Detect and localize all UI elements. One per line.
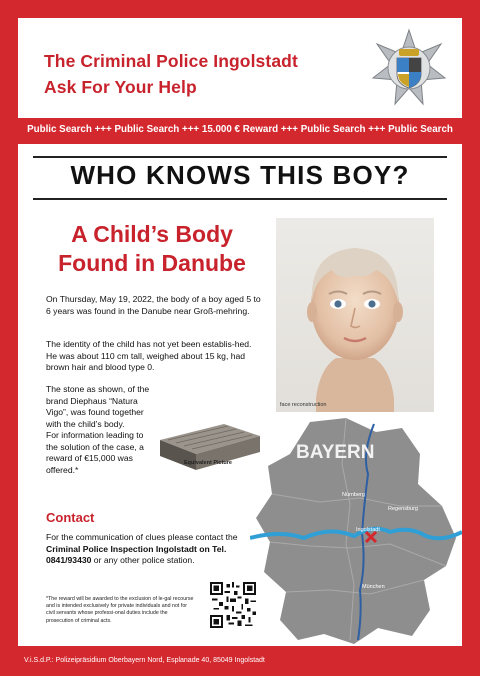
paragraph-found: On Thursday, May 19, 2022, the body of a boy aged 5 to 6 years was found in the Danube near Groß-mehring.: [46, 294, 261, 316]
map-city-ingolstadt: Ingolstadt: [356, 527, 380, 533]
header-title: [44, 48, 298, 100]
bavaria-map: [250, 414, 462, 646]
contact-text-before: For the communication of clues please contact the: [46, 532, 238, 542]
photo-caption: face reconstruction: [280, 402, 327, 408]
main-panel: [18, 144, 462, 646]
contact-phone: Criminal Police Inspection Ingolstadt on Tel. 0841/93430: [46, 543, 227, 566]
footer-imprint: V.i.S.d.P.: Polizeipräsidium Oberbayern Nord, Esplanade 40, 85049 Ingolstadt: [24, 657, 265, 664]
header-title-line2: Ask For Your Help: [44, 77, 197, 97]
subheadline: [38, 220, 266, 278]
police-star-badge-icon: [370, 28, 448, 110]
contact-text: [46, 532, 260, 567]
stone-caption: Equivalent Picture: [184, 460, 232, 466]
headline-bottom-rule: [33, 198, 447, 200]
header-title-line1: The Criminal Police Ingolstadt: [44, 51, 298, 71]
face-reconstruction-photo: [276, 218, 434, 412]
map-region-label: BAYERN: [296, 442, 375, 463]
reward-footnote: *The reward will be awarded to the exclusion of le-gal recourse and is intended exclusively for private individuals and not for civil servants whose professi-onal duties include the prosecution of criminal acts.: [46, 596, 194, 624]
map-city-nuernberg: Nürnberg: [342, 492, 365, 498]
headline: WHO KNOWS THIS BOY?: [70, 160, 410, 190]
contact-heading: Contact: [46, 510, 95, 525]
paragraph-identity: The identity of the child has not yet been establis-hed. He was about 110 cm tall, weighed about 15 kg, had brown hair and blood type 0.: [46, 339, 252, 373]
subheadline-line1: A Child’s Body: [71, 221, 233, 247]
paragraph-stone: The stone as shown, of the brand Diephaus “Natura Vigo”, was found together with the child’s body.: [46, 384, 150, 429]
ticker-banner: Public Search +++ Public Search +++ 15.000 € Reward +++ Public Search +++ Public Search: [27, 124, 453, 135]
subheadline-line2: Found in Danube: [58, 250, 246, 276]
headline-top-rule: [33, 156, 447, 158]
map-city-regensburg: Regensburg: [388, 506, 418, 512]
boy-face-illustration: [276, 218, 434, 412]
contact-text-after: or any other police station.: [91, 555, 195, 566]
header-panel: [18, 18, 462, 118]
qr-code-icon[interactable]: [210, 582, 256, 628]
paragraph-reward: For information leading to the solution of the case, a reward of €15,000 was offered.*: [46, 430, 144, 475]
map-city-muenchen: München: [362, 584, 385, 590]
